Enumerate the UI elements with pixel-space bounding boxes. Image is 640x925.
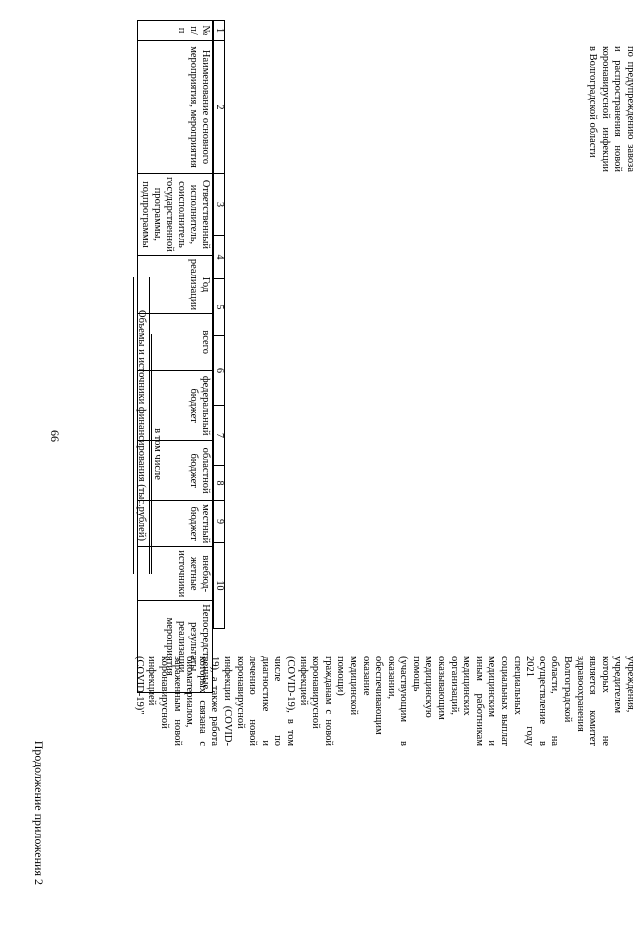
header-year: Год реализации: [137, 255, 212, 313]
header-regional: областной бюджет: [137, 441, 212, 501]
col-number-7: 7: [214, 406, 225, 466]
col-number-8: 8: [214, 466, 225, 501]
col-number-2: 2: [214, 41, 225, 174]
col-number-3: 3: [214, 174, 225, 236]
col-number-6: 6: [214, 336, 225, 406]
header-including: в том числе: [151, 334, 163, 574]
continuation-title: Продолжение приложения 2: [32, 740, 46, 885]
header-responsible: Ответственный исполнитель, соисполнитель государственной программы, подпрограммы: [137, 174, 212, 256]
header-extrabudget: внебюд-жетные источники: [137, 547, 212, 601]
col-number-5: 5: [214, 279, 225, 336]
header-num: № п/п: [137, 21, 212, 41]
header-total: всего: [137, 314, 212, 371]
header-name: Наименование основного мероприятия, мероприятия: [137, 41, 212, 174]
row-name-text: по предупреждению завоза и распространения новой коронавирусной инфекции в Волгоградской области: [587, 46, 636, 172]
col-number-4: 4: [214, 236, 225, 279]
col-number-9: 9: [214, 501, 225, 543]
col-number-1: 1: [214, 21, 225, 41]
page-number: 66: [48, 430, 62, 442]
header-local: местный бюджет: [137, 501, 212, 547]
header-funding: Объемы и источники финансирования (тыс.рублей): [133, 277, 150, 574]
col-number-10: 10: [214, 543, 225, 629]
header-federal: федеральный бюджет: [137, 371, 212, 441]
header-results: Непосредственные результаты реализации мероприятия: [137, 601, 212, 693]
funding-table: [213, 20, 225, 629]
numbering-row: [214, 21, 225, 629]
row-result-text: учреждения, учредителем которых не является комитет здравоохранения Волгоградской области, на осуществление в 2021 году специальных социальных выплат медицинским и иным работникам медицинских организаций, оказывающим медицинскую помощь (участвующим в оказании, обеспечивающим оказание медицинской помощи) гражданам с новой коронавирусной инфекцией (COVID-19), в том числе по диагностике и лечению новой коронавирусной инфекции (COVID-19), а также работа которых связана с биоматериалом, зараженным новой коронавирусной инфекцией (COVID-19)": [133, 656, 636, 746]
